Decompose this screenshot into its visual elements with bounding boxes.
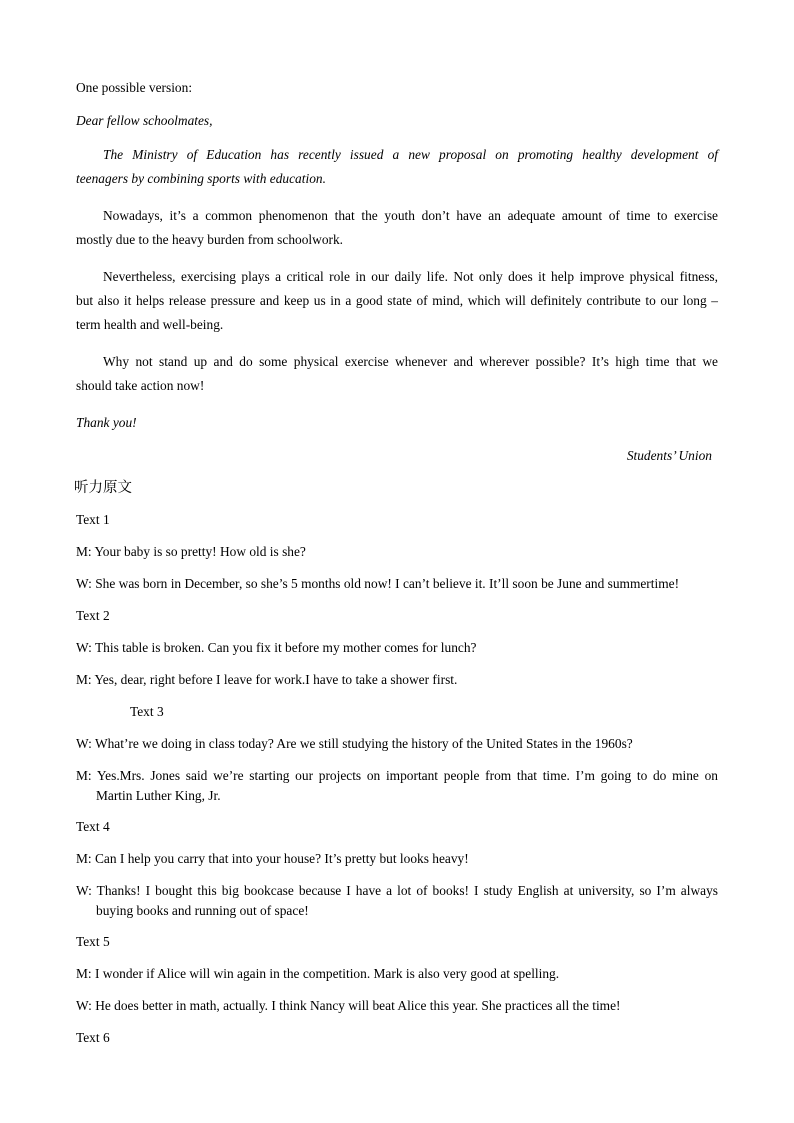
text-3-man-line-1: M: Yes.Mrs. Jones said we’re starting our projects on important people from that time. I’m going to do mine on	[76, 768, 718, 783]
letter-paragraph-2-line-1: Nowadays, it’s a common phenomenon that the youth don’t have an adequate amount of time to exercise	[103, 208, 718, 223]
text-4-woman-line-1: W: Thanks! I bought this big bookcase because I have a lot of books! I study English at university, so I’m always	[76, 883, 718, 898]
letter-closing: Thank you!	[76, 415, 137, 430]
text-3-man-line-2: Martin Luther King, Jr.	[96, 788, 221, 803]
text-4-label: Text 4	[76, 819, 110, 834]
text-4-man-line: M: Can I help you carry that into your house? It’s pretty but looks heavy!	[76, 851, 469, 866]
text-5-label: Text 5	[76, 934, 110, 949]
text-1-woman-line: W: She was born in December, so she’s 5 months old now! I can’t believe it. It’ll soon be June and summertime!	[76, 576, 680, 591]
letter-paragraph-3-line-3: term health and well-being.	[76, 317, 224, 332]
letter-signature: Students’ Union	[626, 448, 712, 463]
transcript-heading: 听力原文	[74, 480, 132, 496]
text-5-woman-line: W: He does better in math, actually. I think Nancy will beat Alice this year. She practices all the time!	[76, 998, 621, 1013]
text-4-woman-line-2: buying books and running out of space!	[96, 903, 309, 918]
letter-paragraph-4-line-2: should take action now!	[76, 378, 205, 393]
letter-greeting: Dear fellow schoolmates,	[76, 113, 213, 128]
version-label: One possible version:	[76, 80, 193, 95]
letter-paragraph-1-line-1: The Ministry of Education has recently issued a new proposal on promoting healthy development of	[103, 147, 718, 162]
text-2-woman-line: W: This table is broken. Can you fix it before my mother comes for lunch?	[76, 640, 477, 655]
text-2-label: Text 2	[76, 608, 110, 623]
text-3-woman-line: W: What’re we doing in class today? Are we still studying the history of the United States in the 1960s?	[76, 736, 633, 751]
text-1-man-line: M: Your baby is so pretty! How old is she?	[76, 544, 306, 559]
letter-paragraph-3-line-2: but also it helps release pressure and keep us in a good state of mind, which will definitely contribute to our long –	[76, 293, 718, 308]
letter-paragraph-3-line-1: Nevertheless, exercising plays a critical role in our daily life. Not only does it help improve physical fitness,	[103, 269, 718, 284]
text-6-label: Text 6	[76, 1030, 110, 1045]
letter-paragraph-4-line-1: Why not stand up and do some physical exercise whenever and wherever possible? It’s high time that we	[103, 354, 718, 369]
text-3-label: Text 3	[130, 704, 164, 719]
letter-paragraph-2-line-2: mostly due to the heavy burden from schoolwork.	[76, 232, 344, 247]
text-5-man-line: M: I wonder if Alice will win again in the competition. Mark is also very good at spelling.	[76, 966, 560, 981]
letter-paragraph-1-line-2: teenagers by combining sports with education.	[76, 171, 326, 186]
text-2-man-line: M: Yes, dear, right before I leave for work.I have to take a shower first.	[76, 672, 458, 687]
text-1-label: Text 1	[76, 512, 110, 527]
